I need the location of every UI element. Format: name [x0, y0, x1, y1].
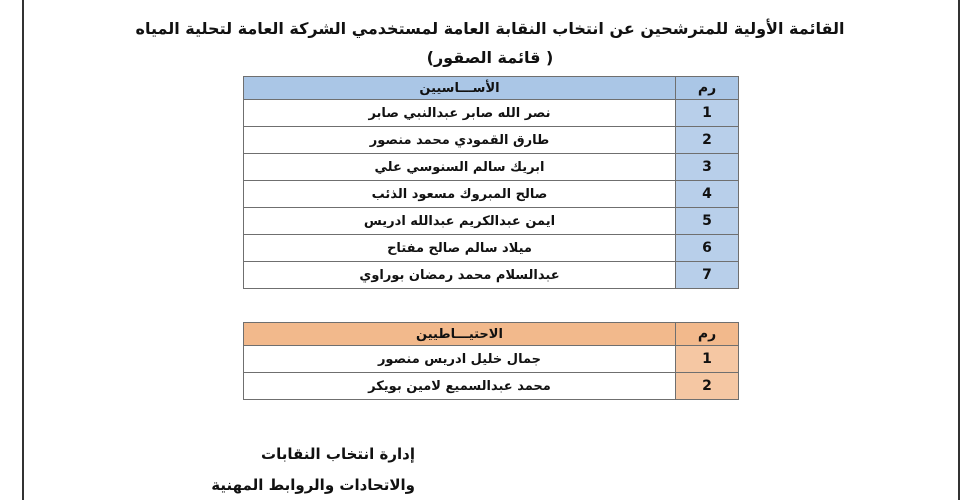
candidate-name: جمال خليل ادريس منصور [244, 346, 676, 373]
column-header-number: رم [676, 77, 739, 100]
table-header-row [244, 77, 739, 100]
primary-candidates-table [243, 76, 739, 289]
candidate-name: عبدالسلام محمد رمضان بوراوي [244, 262, 676, 289]
footer-department-line1: إدارة انتخاب النقابات [261, 445, 415, 463]
candidate-name: صالح المبروك مسعود الذئب [244, 181, 676, 208]
candidate-name: ايمن عبدالكريم عبدالله ادريس [244, 208, 676, 235]
row-number: 2 [676, 127, 739, 154]
table-row [244, 208, 739, 235]
candidate-name: نصر الله صابر عبدالنبي صابر [244, 100, 676, 127]
row-number: 1 [676, 100, 739, 127]
row-number: 7 [676, 262, 739, 289]
column-header-number: رم [676, 323, 739, 346]
document-title: القائمة الأولية للمترشحين عن انتخاب النقابة العامة لمستخدمي الشركة العامة لتحلية المياه [135, 19, 845, 38]
candidate-name: ميلاد سالم صالح مفتاح [244, 235, 676, 262]
candidate-name: ابريك سالم السنوسي علي [244, 154, 676, 181]
reserve-candidates-table [243, 322, 739, 400]
document-subtitle: ( قائمة الصقور) [426, 48, 554, 67]
table-row [244, 346, 739, 373]
table-row [244, 154, 739, 181]
candidate-name: طارق القمودي محمد منصور [244, 127, 676, 154]
footer-department-line2: والاتحادات والروابط المهنية [211, 476, 415, 494]
page-border-right [958, 0, 960, 500]
row-number: 4 [676, 181, 739, 208]
row-number: 1 [676, 346, 739, 373]
page-border-left [22, 0, 24, 500]
row-number: 3 [676, 154, 739, 181]
column-header-primary: الأســـاسيين [244, 77, 676, 100]
table-header-row [244, 323, 739, 346]
row-number: 2 [676, 373, 739, 400]
table-row [244, 181, 739, 208]
candidate-name: محمد عبدالسميع لامين بويكر [244, 373, 676, 400]
table-row [244, 127, 739, 154]
table-row [244, 262, 739, 289]
row-number: 5 [676, 208, 739, 235]
row-number: 6 [676, 235, 739, 262]
column-header-reserve: الاحتيـــاطيين [244, 323, 676, 346]
table-row [244, 235, 739, 262]
table-row [244, 100, 739, 127]
table-row [244, 373, 739, 400]
